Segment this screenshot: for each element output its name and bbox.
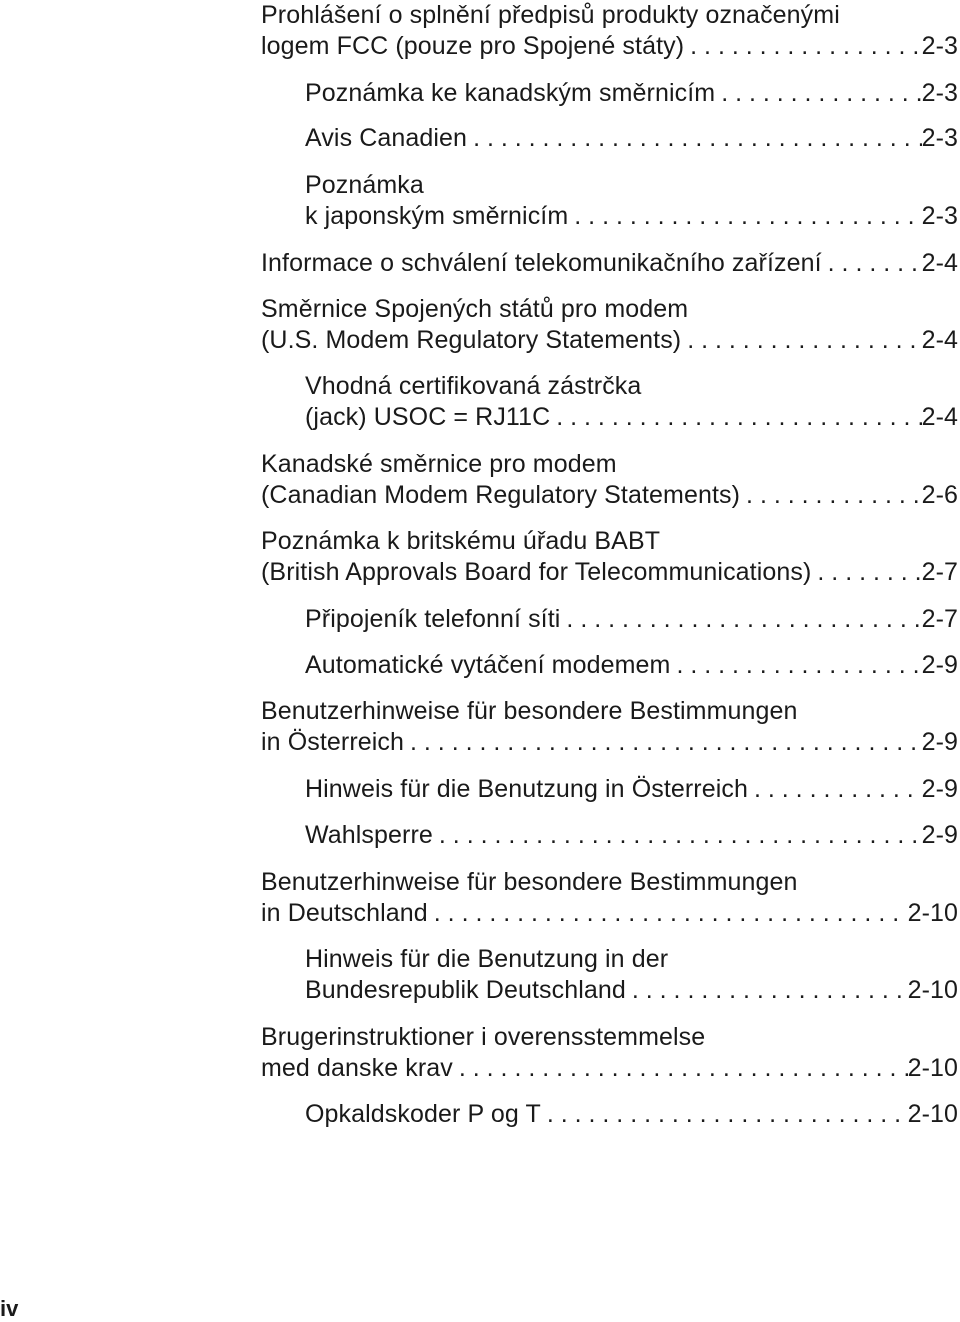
dot-leader (453, 1053, 908, 1084)
toc-entry-title-line: k japonským směrnicím (305, 202, 569, 230)
toc-page-number: 2-3 (921, 79, 958, 107)
toc-entry-title-line: logem FCC (pouze pro Spojené státy) (261, 32, 685, 60)
toc-page-number: 2-3 (921, 124, 958, 152)
toc-page-number: 2-10 (907, 1054, 958, 1082)
dot-leader (715, 78, 921, 109)
toc-entry-title-line: Wahlsperre (305, 821, 433, 849)
toc-page-number: 2-3 (921, 202, 958, 230)
toc-entry[interactable] (261, 0, 958, 62)
toc-entry-title-line: (British Approvals Board for Telecommunications) (261, 558, 812, 586)
toc-entry[interactable] (261, 867, 958, 929)
dot-leader (822, 248, 922, 279)
toc-entry[interactable] (261, 526, 958, 588)
dot-leader (568, 201, 921, 232)
dot-leader (740, 480, 922, 511)
toc-entry-title-line: Informace o schválení telekomunikačního zařízení (261, 249, 822, 277)
toc-page-number: 2-4 (921, 403, 958, 431)
dot-leader (428, 898, 908, 929)
toc-entry-title-line: Hinweis für die Benutzung in der (305, 945, 669, 973)
toc-entry[interactable] (305, 78, 958, 109)
dot-leader (748, 774, 922, 805)
toc-entry[interactable] (305, 371, 958, 433)
toc-entry-title-line: in Deutschland (261, 899, 428, 927)
toc-entry[interactable] (305, 1099, 958, 1130)
toc-entry-title-line: med danske krav (261, 1054, 453, 1082)
dot-leader (433, 820, 922, 851)
toc-page-number: 2-4 (921, 249, 958, 277)
toc-entry[interactable] (261, 294, 958, 356)
toc-entry[interactable] (305, 123, 958, 154)
dot-leader (550, 402, 921, 433)
dot-leader (681, 325, 921, 356)
toc-entry-title-line: Brugerinstruktioner i overensstemmelse (261, 1023, 706, 1051)
toc-entry[interactable] (261, 449, 958, 511)
toc-entry[interactable] (305, 944, 958, 1006)
toc-entry-title-line: Bundesrepublik Deutschland (305, 976, 626, 1004)
toc-page-number: 2-9 (921, 821, 958, 849)
dot-leader (560, 604, 921, 635)
toc-entry-title-line: Poznámka (305, 171, 424, 199)
dot-leader (626, 975, 908, 1006)
toc-page-number: 2-7 (921, 605, 958, 633)
toc-entry-title-line: Poznámka k britskému úřadu BABT (261, 527, 661, 555)
toc-entry[interactable] (305, 604, 958, 635)
toc-entry-title-line: (jack) USOC = RJ11C (305, 403, 551, 431)
toc-page-number: 2-9 (921, 651, 958, 679)
toc-entry-title-line: Prohlášení o splnění předpisů produkty označenými (261, 1, 840, 29)
toc-entry[interactable] (305, 650, 958, 681)
toc-entry-title-line: Opkaldskoder P og T (305, 1100, 541, 1128)
dot-leader (684, 31, 921, 62)
toc-entry-title-line: in Österreich (261, 728, 405, 756)
toc-page-number: 2-10 (907, 899, 958, 927)
toc-entry-title-line: (U.S. Modem Regulatory Statements) (261, 326, 682, 354)
dot-leader (670, 650, 921, 681)
toc-page-number: 2-10 (907, 1100, 958, 1128)
toc-page-number: 2-4 (921, 326, 958, 354)
toc-entry[interactable] (261, 248, 958, 279)
toc-entry-title-line: Benutzerhinweise für besondere Bestimmungen (261, 697, 798, 725)
toc-entry-title-line: Směrnice Spojených států pro modem (261, 295, 689, 323)
toc-entry-title-line: Benutzerhinweise für besondere Bestimmungen (261, 868, 798, 896)
toc-page-number: 2-9 (921, 728, 958, 756)
toc-page-number: 2-3 (921, 32, 958, 60)
page-folio: iv (0, 1296, 19, 1321)
toc-entry[interactable] (305, 170, 958, 232)
toc-page-number: 2-9 (921, 775, 958, 803)
toc-entry[interactable] (261, 1022, 958, 1084)
toc-entry[interactable] (305, 820, 958, 851)
dot-leader (541, 1099, 908, 1130)
toc-entry-title-line: Hinweis für die Benutzung in Österreich (305, 775, 748, 803)
toc-page-number: 2-6 (921, 481, 958, 509)
toc-entry-title-line: (Canadian Modem Regulatory Statements) (261, 481, 741, 509)
dot-leader (404, 727, 922, 758)
toc-entry[interactable] (305, 774, 958, 805)
toc-entry-title-line: Automatické vytáčení modemem (305, 651, 671, 679)
toc-entry-title-line: Avis Canadien (305, 124, 468, 152)
toc-page-number: 2-10 (907, 976, 958, 1004)
toc-page-number: 2-7 (921, 558, 958, 586)
toc-entry-title-line: Vhodná certifikovaná zástrčka (305, 372, 642, 400)
toc-entry-title-line: Poznámka ke kanadským směrnicím (305, 79, 716, 107)
dot-leader (467, 123, 922, 154)
dot-leader (811, 557, 921, 588)
toc-entry-title-line: Kanadské směrnice pro modem (261, 450, 617, 478)
toc-entry-title-line: Připojeník telefonní síti (305, 605, 561, 633)
toc-entry[interactable] (261, 696, 958, 758)
